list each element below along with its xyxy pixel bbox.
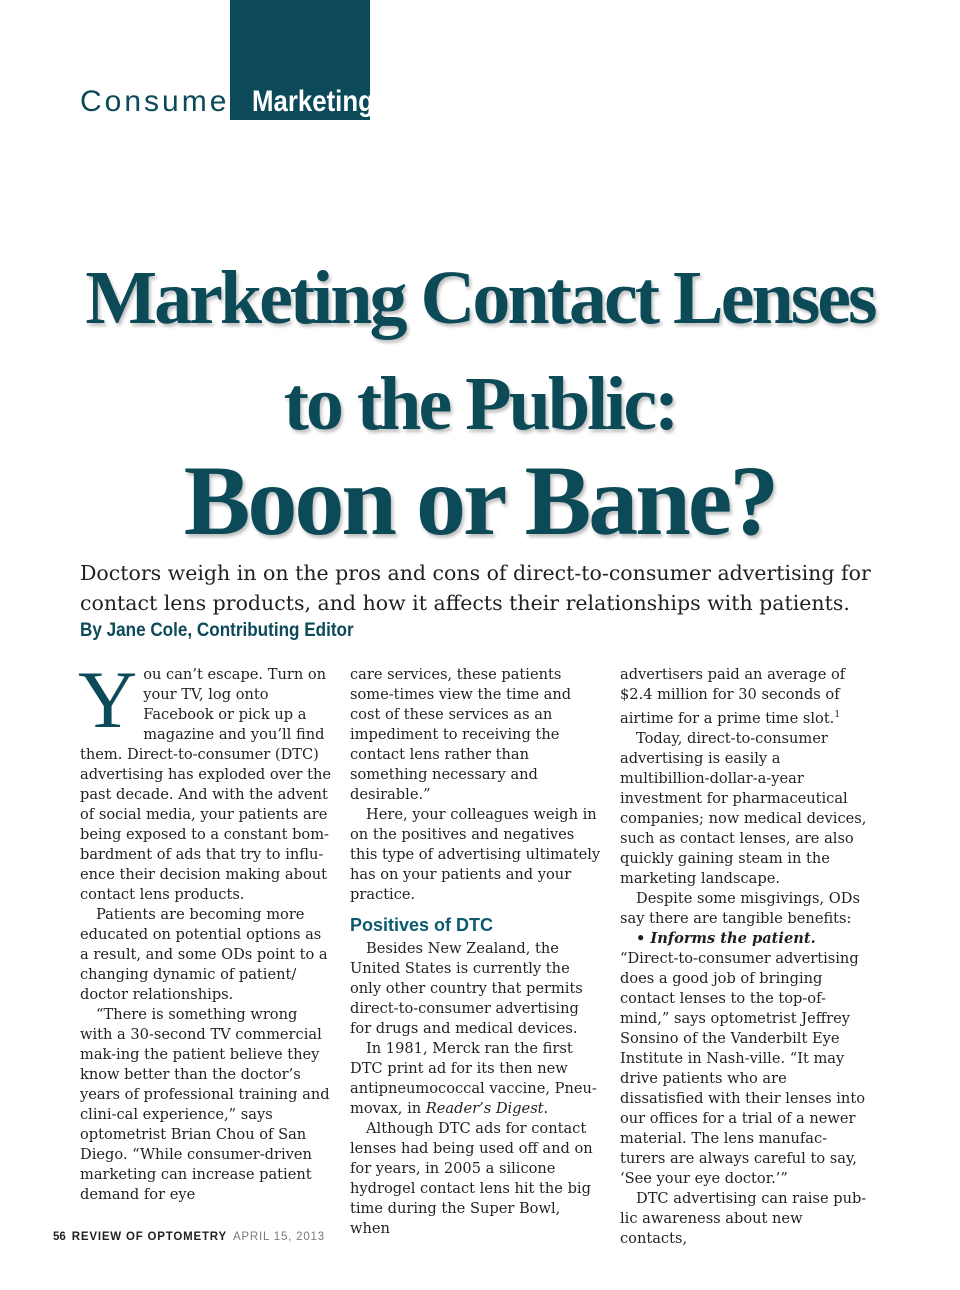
paragraph: Here, your colleagues weigh in on the positives and negatives this type of advertising ultimately has on your patients and your practice.: [350, 806, 601, 903]
text-run: “Direct-to-consumer advertising does a good job of bringing contact lenses to the top-of-mind,” says optometrist Jeffrey Sonsino of the Vanderbilt Eye Institute in Nash-ville. “It may drive patients who are dissatisfied with their lenses into our offices for a trial of a newer material. The lens manufac-turers are always careful to say, ‘See your eye doctor.’”: [620, 949, 865, 1187]
section-tag: [80, 80, 394, 124]
paragraph: [350, 1039, 602, 1119]
text-run: advertisers paid an average of $2.4 million for 30 seconds of airtime for a prime time slot.: [620, 666, 846, 727]
paragraph: ou can’t escape. Turn on your TV, log onto Facebook or pick up a magazine and you’ll find them. Direct-to-consumer (DTC) advertising has exploded over the past decade. And with the advent of social media, your patients are being exposed to a constant bom-bardment of ads that try to influ-ence their decision making about contact lens products.: [80, 666, 332, 903]
paragraph: “There is something wrong with a 30-second TV commercial mak-ing the patient believe they know better than the doctor’s years of professional training and clini-cal experience,” says optometrist Brian Chou of San Diego. “While consumer-driven marketing can increase patient demand for eye: [80, 1006, 330, 1203]
drop-cap: Y: [78, 654, 138, 745]
footnote-ref: 1: [834, 710, 841, 720]
byline: By Jane Cole, Contributing Editor: [80, 620, 354, 641]
paragraph: DTC advertising can raise pub-lic awareness about new contacts,: [620, 1189, 867, 1247]
article-column-1: [78, 654, 332, 1205]
paragraph: Despite some misgivings, ODs say there are tangible benefits:: [620, 889, 860, 927]
subhead-positives: Positives of DTC: [350, 915, 494, 935]
page-footer: [53, 1231, 325, 1243]
paragraph: Although DTC ads for contact lenses had being used off and on for years, in 2005 a silicone hydrogel contact lens hit the big time during the Super Bowl, when: [350, 1120, 593, 1237]
paragraph: care services, these patients some-times view the time and cost of these services as an impediment to receiving the contact lens rather than something necessary and desirable.”: [350, 666, 572, 803]
section-tag-light: Consumer: [80, 85, 243, 118]
article-column-3: [620, 665, 872, 1249]
paragraph: Patients are becoming more educated on potential options as a result, and some ODs point to a changing dynamic of patient/ doctor relationships.: [80, 906, 328, 1003]
text-run: In 1981, Merck ran the first DTC print ad for its then new antipneumococcal vaccine, Pneu-movax, in: [350, 1040, 597, 1117]
text-run: .: [543, 1100, 549, 1117]
headline-line-2: to the Public:: [283, 362, 677, 446]
publication-title: Reader’s Digest: [425, 1100, 544, 1117]
article-column-2: [350, 665, 602, 1239]
bullet-paragraph: [620, 929, 872, 1189]
page-number: 56: [53, 1231, 66, 1243]
bullet-lead: • Informs the patient.: [636, 929, 816, 947]
magazine-name: REVIEW OF OPTOMETRY: [71, 1231, 227, 1243]
paragraph: Besides New Zealand, the United States is currently the only other country that permits direct-to-consumer advertising for drugs and medical devices.: [350, 940, 583, 1037]
headline-line-1: Marketing Contact Lenses: [85, 256, 875, 340]
issue-date: APRIL 15, 2013: [232, 1231, 325, 1243]
paragraph: [620, 665, 872, 729]
headline-line-3: Boon or Bane?: [183, 445, 777, 556]
section-tag-bold: Marketing: [252, 85, 375, 118]
paragraph: Today, direct-to-consumer advertising is easily a multibillion-dollar-a-year investment for pharmaceutical companies; now medical devices, such as contact lenses, are also quickly gaining steam in the marketing landscape.: [620, 729, 867, 887]
deck-subtitle: Doctors weigh in on the pros and cons of direct-to-consumer advertising for contact lens products, and how it affects their relationships with patients.: [80, 561, 871, 615]
